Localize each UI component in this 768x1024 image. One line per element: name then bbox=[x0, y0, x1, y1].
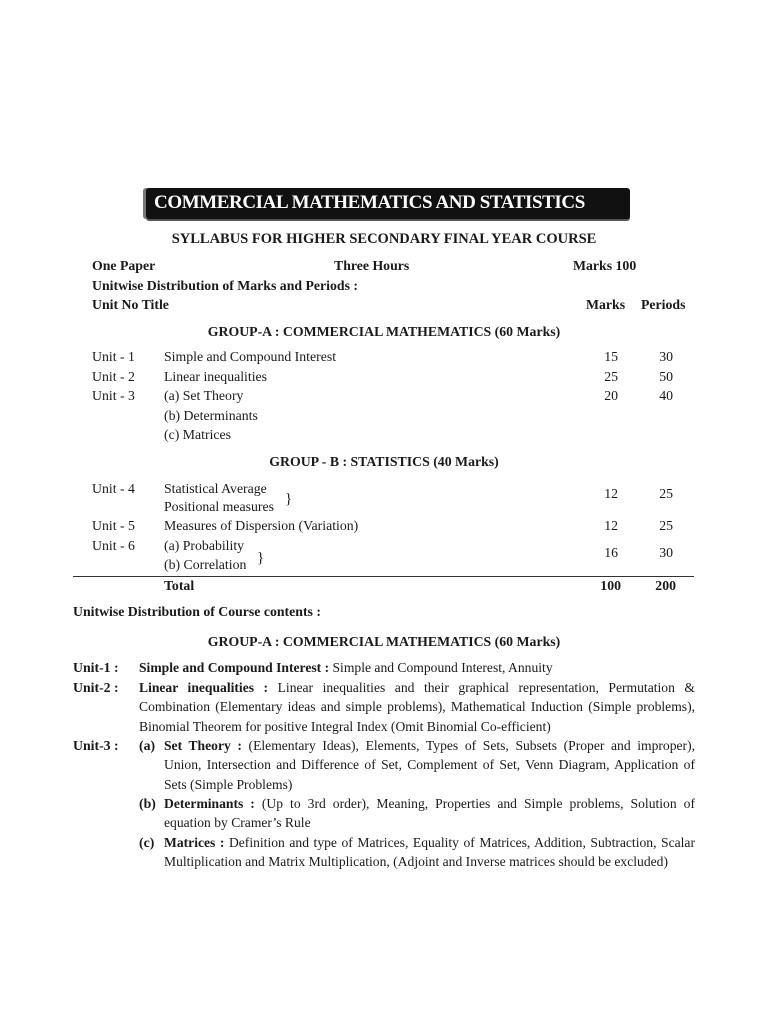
group-a-heading: GROUP-A : COMMERCIAL MATHEMATICS (60 Marks) bbox=[207, 324, 561, 339]
brace-icon: } bbox=[257, 550, 265, 566]
course-item-marker: (b) bbox=[139, 796, 156, 811]
unit-title: Measures of Dispersion (Variation) bbox=[164, 518, 359, 533]
unit-periods: 50 bbox=[659, 369, 673, 384]
course-unit-label: Unit-2 : bbox=[73, 680, 119, 695]
unit-subitem: (b) Determinants bbox=[164, 408, 258, 423]
distribution-heading: Unitwise Distribution of Marks and Periods : bbox=[92, 278, 358, 293]
page-title: COMMERCIAL MATHEMATICS AND STATISTICS bbox=[154, 192, 585, 213]
unit-marks: 12 bbox=[604, 518, 618, 533]
unit-title: Statistical Average bbox=[164, 481, 267, 496]
unit-title: Positional measures bbox=[164, 499, 274, 514]
unit-marks: 20 bbox=[604, 388, 618, 403]
unit-periods: 30 bbox=[659, 349, 673, 364]
unit-label: Unit - 3 bbox=[92, 388, 135, 403]
header-marks: Marks bbox=[586, 297, 626, 312]
course-item-marker: (c) bbox=[139, 835, 155, 850]
unit-title: Simple and Compound Interest bbox=[164, 349, 337, 364]
group-b-heading: GROUP - B : STATISTICS (40 Marks) bbox=[269, 454, 499, 469]
course-unit-2: Linear inequalities : Linear inequalities and their graphical representation, Permutation & Combination (Elementary ideas and simple problems), Mathematical Induction (Simple problems), Binomial Theorem for positive Integral Index (Omit Binomial Co-efficient) bbox=[139, 680, 695, 734]
course-unit-3a: Set Theory : (Elementary Ideas), Elements, Types of Sets, Subsets (Proper and improper), Union, Intersection and Difference of Set, Complement of Set, Venn Diagram, Application of Sets (Simple Problems) bbox=[164, 738, 695, 792]
unit-marks: 25 bbox=[604, 369, 618, 384]
total-marks: 100 bbox=[600, 578, 621, 593]
meta-marks: Marks 100 bbox=[573, 258, 637, 273]
total-label: Total bbox=[164, 578, 195, 593]
unit-marks: 12 bbox=[604, 486, 618, 501]
syllabus-subtitle: SYLLABUS FOR HIGHER SECONDARY FINAL YEAR COURSE bbox=[171, 231, 597, 247]
meta-hours: Three Hours bbox=[334, 258, 410, 273]
course-unit-label: Unit-1 : bbox=[73, 660, 119, 675]
title-banner bbox=[146, 188, 630, 219]
course-unit-label: Unit-3 : bbox=[73, 738, 119, 753]
header-unit-title: Unit No Title bbox=[92, 297, 169, 312]
course-item-marker: (a) bbox=[139, 738, 156, 753]
header-periods: Periods bbox=[641, 297, 686, 312]
unit-periods: 40 bbox=[659, 388, 673, 403]
course-heading: Unitwise Distribution of Course contents : bbox=[73, 604, 321, 619]
unit-label: Unit - 6 bbox=[92, 538, 135, 553]
course-group-a-heading: GROUP-A : COMMERCIAL MATHEMATICS (60 Marks) bbox=[207, 634, 561, 649]
meta-paper: One Paper bbox=[92, 258, 156, 273]
table-divider bbox=[73, 576, 694, 577]
unit-title: (a) Probability bbox=[164, 538, 245, 553]
unit-label: Unit - 5 bbox=[92, 518, 135, 533]
unit-label: Unit - 1 bbox=[92, 349, 135, 364]
unit-periods: 30 bbox=[659, 545, 673, 560]
course-unit-1: Simple and Compound Interest : Simple and Compound Interest, Annuity bbox=[139, 660, 553, 675]
course-unit-3c: Matrices : Definition and type of Matrices, Equality of Matrices, Addition, Subtraction, Scalar Multiplication and Matrix Multiplication, (Adjoint and Inverse matrices should be excluded) bbox=[164, 835, 695, 870]
course-unit-3b: Determinants : (Up to 3rd order), Meaning, Properties and Simple problems, Solution of equation by Cramer’s Rule bbox=[164, 796, 695, 831]
total-periods: 200 bbox=[655, 578, 676, 593]
unit-marks: 15 bbox=[604, 349, 618, 364]
unit-title: (b) Correlation bbox=[164, 557, 247, 572]
unit-periods: 25 bbox=[659, 518, 673, 533]
brace-icon: } bbox=[285, 491, 293, 507]
unit-label: Unit - 2 bbox=[92, 369, 135, 384]
unit-marks: 16 bbox=[604, 545, 618, 560]
unit-subitem: (c) Matrices bbox=[164, 427, 232, 442]
unit-label: Unit - 4 bbox=[92, 481, 135, 496]
unit-title: Linear inequalities bbox=[164, 369, 268, 384]
unit-periods: 25 bbox=[659, 486, 673, 501]
unit-title: (a) Set Theory bbox=[164, 388, 244, 403]
